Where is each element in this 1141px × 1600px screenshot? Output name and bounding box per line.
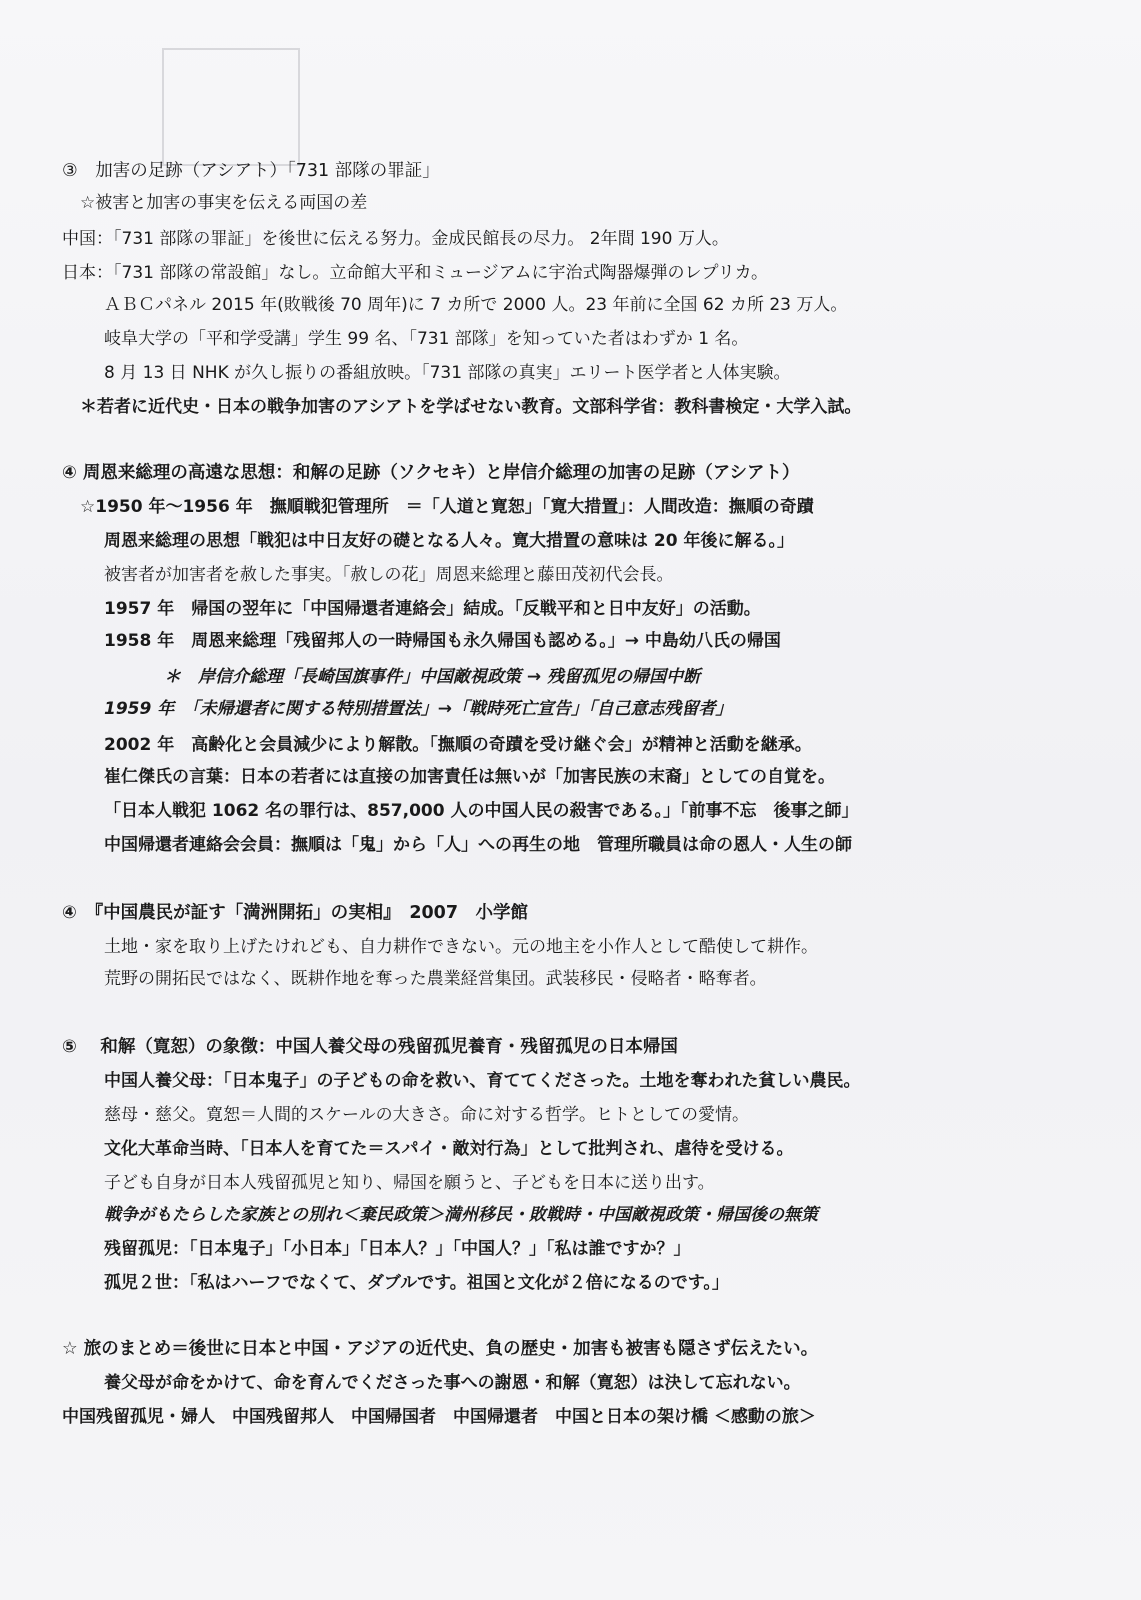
text-line: 1957 年 帰国の翌年に「中国帰還者連絡会」結成。「反戦平和と日中友好」の活動。	[104, 599, 761, 619]
text-line: 日本：「731 部隊の常設館」なし。立命館大平和ミュージアムに宇治式陶器爆弾のレプリカ。	[62, 263, 768, 283]
section-heading: ⑤ 和解（寛恕）の象徴：中国人養父母の残留孤児養育・残留孤児の日本帰国	[62, 1037, 678, 1057]
text-line: ＊ 岸信介総理「長崎国旗事件」中国敵視政策 → 残留孤児の帰国中断	[164, 667, 701, 687]
text-line: 荒野の開拓民ではなく、既耕作地を奪った農業経営集団。武装移民・侵略者・略奪者。	[104, 969, 767, 989]
subheading: ☆被害と加害の事実を伝える両国の差	[80, 193, 368, 213]
text-line: 土地・家を取り上げたけれども、自力耕作できない。元の地主を小作人として酷使して耕作。	[104, 937, 818, 957]
text-line: 養父母が命をかけて、命を育んでくださった事への謝恩・和解（寛恕）は決して忘れない。	[104, 1373, 801, 1393]
subheading: ☆1950 年～1956 年 撫順戦犯管理所 ＝「人道と寛恕」「寛大措置」：人間改造：撫順の奇蹟	[80, 497, 814, 517]
section-heading: ④ 周恩来総理の高遠な思想：和解の足跡（ソクセキ）と岸信介総理の加害の足跡（アシアト）	[62, 463, 800, 483]
faint-stamp-box	[162, 48, 300, 166]
text-line: 中国：「731 部隊の罪証」を後世に伝える努力。金成民館長の尽力。 2年間 190 万人。	[62, 229, 729, 249]
text-line: 2002 年 高齢化と会員減少により解散。「撫順の奇蹟を受け継ぐ会」が精神と活動を継承。	[104, 735, 812, 755]
section-heading: ☆ 旅のまとめ＝後世に日本と中国・アジアの近代史、負の歴史・加害も被害も隠さず伝えたい。	[62, 1339, 819, 1359]
text-line: 8 月 13 日 NHK が久し振りの番組放映。「731 部隊の真実」エリート医学者と人体実験。	[104, 363, 791, 383]
text-line: 1959 年 「未帰還者に関する特別措置法」→「戦時死亡宣告」「自己意志残留者」	[104, 699, 733, 719]
text-line: 慈母・慈父。寛恕＝人間的スケールの大きさ。命に対する哲学。ヒトとしての愛情。	[104, 1105, 749, 1125]
text-line: ＡＢＣパネル 2015 年(敗戦後 70 周年)に 7 カ所で 2000 人。23 年前に全国 62 カ所 23 万人。	[104, 295, 848, 315]
text-line: ＊若者に近代史・日本の戦争加害のアシアトを学ばせない教育。文部科学省：教科書検定・大学入試。	[80, 397, 862, 417]
text-line: 文化大革命当時、「日本人を育てた＝スパイ・敵対行為」として批判され、虐待を受ける。	[104, 1139, 794, 1159]
text-line: 崔仁傑氏の言葉：日本の若者には直接の加害責任は無いが「加害民族の末裔」としての自覚を。	[104, 767, 835, 787]
text-line: 残留孤児：「日本鬼子」「小日本」「日本人？」「中国人？」「私は誰ですか？」	[104, 1239, 691, 1259]
text-line: 中国人養父母：「日本鬼子」の子どもの命を救い、育ててくださった。土地を奪われた貧しい農民。	[104, 1071, 861, 1091]
section-heading: ④ 『中国農民が証す「満洲開拓」の実相』 2007 小学館	[62, 903, 529, 923]
text-line: 「日本人戦犯 1062 名の罪行は、857,000 人の中国人民の殺害である。」「前事不忘 後事之師」	[104, 801, 859, 821]
text-line: 子ども自身が日本人残留孤児と知り、帰国を願うと、子どもを日本に送り出す。	[104, 1173, 715, 1193]
text-line: 中国残留孤児・婦人 中国残留邦人 中国帰国者 中国帰還者 中国と日本の架け橋 ＜感動の旅＞	[62, 1407, 816, 1427]
text-line: 1958 年 周恩来総理「残留邦人の一時帰国も永久帰国も認める。」→ 中島幼八氏の帰国	[104, 631, 781, 651]
text-line: 被害者が加害者を赦した事実。「赦しの花」周恩来総理と藤田茂初代会長。	[104, 565, 674, 585]
text-line: 孤児２世：「私はハーフでなくて、ダブルです。祖国と文化が２倍になるのです。」	[104, 1273, 729, 1293]
text-line: 中国帰還者連絡会会員：撫順は「鬼」から「人」への再生の地 管理所職員は命の恩人・人生の師	[104, 835, 852, 855]
section-heading: ③ 加害の足跡（アシアト）「731 部隊の罪証」	[62, 161, 440, 181]
text-line: 戦争がもたらした家族との別れ＜棄民政策＞満州移民・敗戦時・中国敵視政策・帰国後の無策	[104, 1205, 818, 1225]
text-line: 岐阜大学の「平和学受講」学生 99 名、「731 部隊」を知っていた者はわずか 1 名。	[104, 329, 749, 349]
text-line: 周恩来総理の思想「戦犯は中日友好の礎となる人々。寛大措置の意味は 20 年後に解る。」	[104, 531, 794, 551]
